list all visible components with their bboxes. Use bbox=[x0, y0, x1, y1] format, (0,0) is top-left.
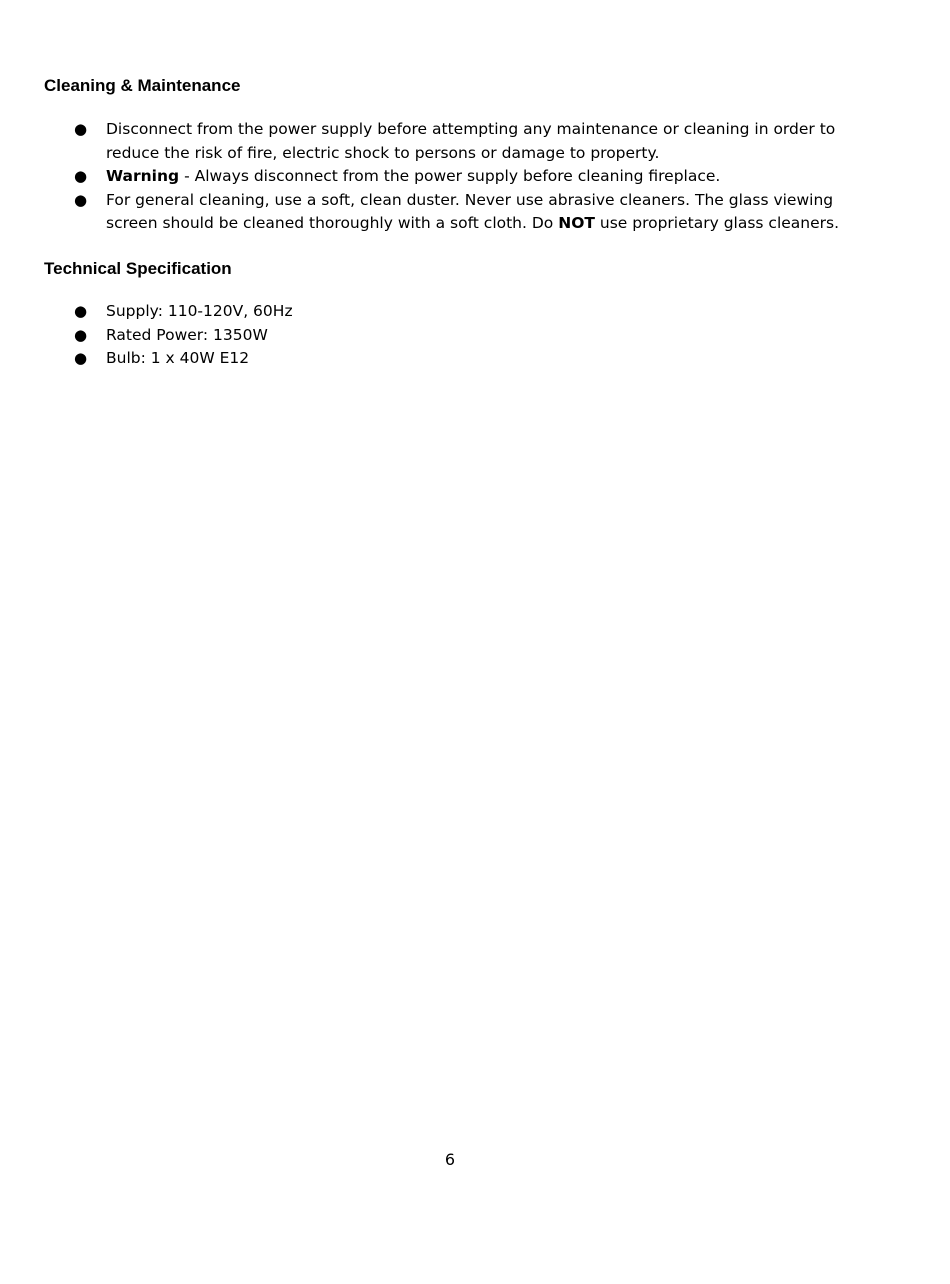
list-item bbox=[0, 118, 866, 165]
spec-rated-power: Rated Power: 1350W bbox=[106, 325, 268, 344]
bullet-icon: ● bbox=[74, 190, 88, 209]
bullet-icon: ● bbox=[74, 120, 88, 138]
technical-specification-heading: Technical Specification bbox=[44, 259, 232, 278]
list-item-text: Disconnect from the power supply before attempting any maintenance or cleaning in order to reduce the risk of fire, electric shock to persons or damage to property. bbox=[106, 120, 836, 162]
list-item-text: For general cleaning, use a soft, clean duster. Never use abrasive cleaners. The glass viewing screen should be cleaned thoroughly with a soft cloth. Do bbox=[106, 190, 834, 232]
list-item bbox=[0, 324, 866, 348]
spec-bulb: Bulb: 1 x 40W E12 bbox=[106, 349, 250, 367]
bullet-icon: ● bbox=[74, 167, 88, 185]
bullet-icon: ● bbox=[74, 349, 88, 367]
specification-list bbox=[0, 300, 950, 371]
cleaning-list bbox=[0, 118, 950, 236]
page-number: 6 bbox=[444, 1150, 456, 1169]
list-item bbox=[0, 347, 866, 371]
cleaning-maintenance-heading: Cleaning & Maintenance bbox=[44, 76, 241, 95]
list-item bbox=[0, 300, 866, 324]
emphasis-not: NOT bbox=[558, 214, 595, 232]
warning-label: Warning bbox=[106, 167, 180, 185]
bullet-icon: ● bbox=[74, 325, 88, 344]
list-item-text: - Always disconnect from the power supply before cleaning fireplace. bbox=[179, 167, 721, 185]
list-item bbox=[0, 165, 866, 189]
bullet-icon: ● bbox=[74, 302, 88, 320]
list-item bbox=[0, 189, 866, 236]
spec-supply: Supply: 110-120V, 60Hz bbox=[106, 302, 293, 320]
list-item-text: use proprietary glass cleaners. bbox=[594, 214, 840, 232]
